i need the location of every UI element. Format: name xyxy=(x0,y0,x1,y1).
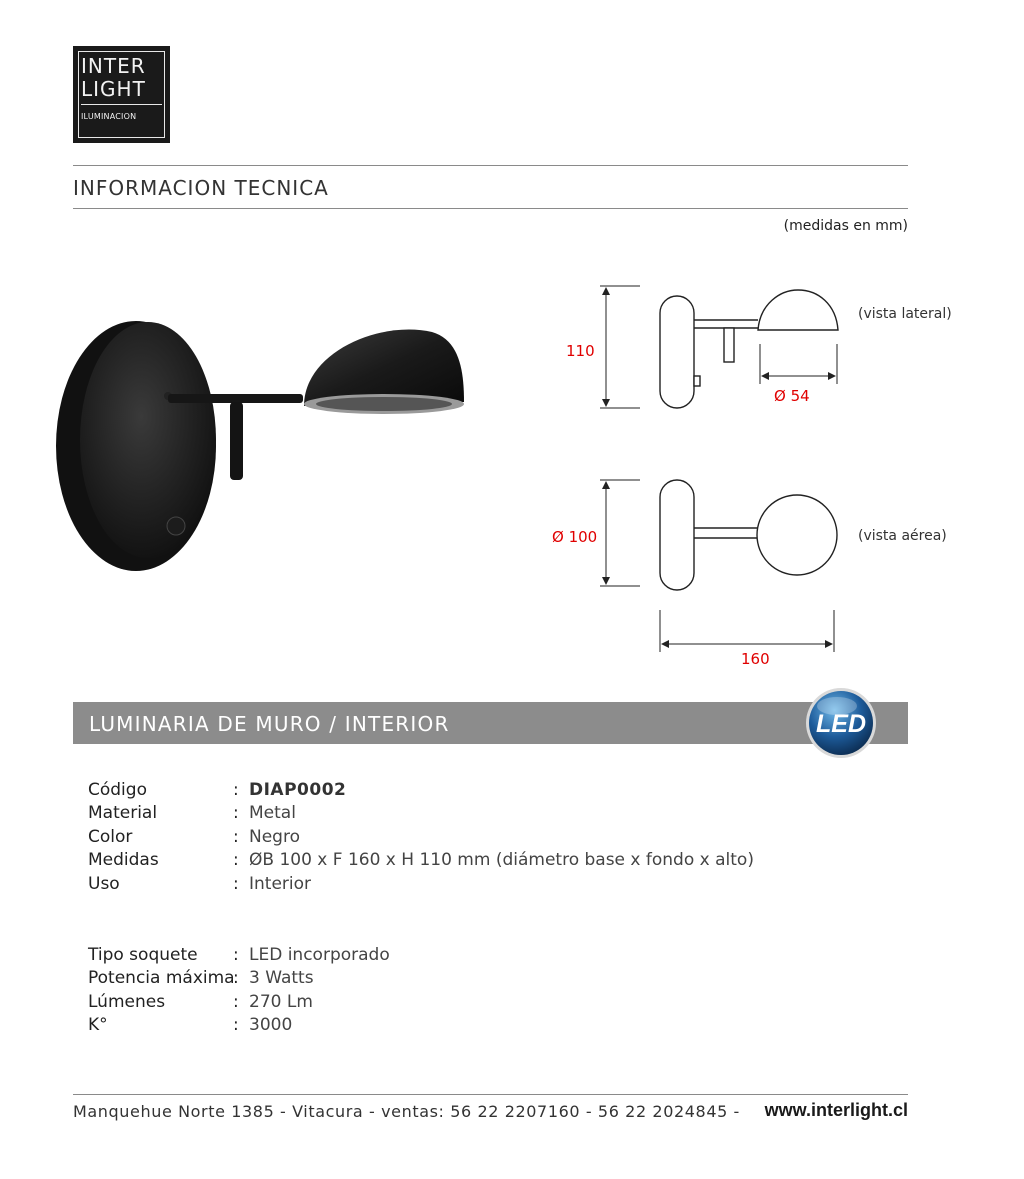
logo-divider xyxy=(81,104,162,105)
product-type-banner xyxy=(73,702,908,744)
top-view-label: (vista aérea) xyxy=(858,528,947,544)
spec-value: DIAP0002 xyxy=(249,780,347,800)
switch-knob xyxy=(167,517,185,535)
spec-label: Medidas xyxy=(88,850,159,870)
spec-label: Color xyxy=(88,827,133,847)
spec-separator: : xyxy=(233,780,239,800)
spec-value: Interior xyxy=(249,874,312,894)
spec-value: 3000 xyxy=(249,1015,293,1035)
spec-value: 270 Lm xyxy=(249,992,313,1012)
spec-value: Negro xyxy=(249,827,300,847)
header-bottom-rule xyxy=(73,208,908,209)
spec-separator: : xyxy=(233,827,239,847)
depth-dimension xyxy=(660,610,834,652)
dim-label-height: 110 xyxy=(566,342,595,360)
dim-label-shade-diameter: Ø 54 xyxy=(774,387,810,405)
spec-separator: : xyxy=(233,1015,239,1035)
spec-separator: : xyxy=(233,968,239,988)
footer-address: Manquehue Norte 1385 - Vitacura - ventas: 56 22 2207160 - 56 22 2024845 - xyxy=(73,1102,740,1121)
lamp-shade xyxy=(304,329,464,414)
spec-value: LED incorporado xyxy=(249,945,390,965)
logo-text-line1: INTER xyxy=(81,54,146,78)
website-link[interactable]: www.interlight.cl xyxy=(764,1100,908,1120)
footer xyxy=(73,1102,908,1121)
spec-value: 3 Watts xyxy=(249,968,314,988)
lamp-handle xyxy=(230,402,243,480)
spec-separator: : xyxy=(233,850,239,870)
spec-value: ØB 100 x F 160 x H 110 mm (diámetro base x fondo x alto) xyxy=(249,850,754,870)
height-dimension xyxy=(600,286,640,408)
header-top-rule xyxy=(73,165,908,166)
logo-text-line3: ILUMINACION xyxy=(81,112,137,121)
top-view-drawing xyxy=(660,480,837,590)
dim-label-base-diameter: Ø 100 xyxy=(552,528,598,546)
spec-separator: : xyxy=(233,874,239,894)
banner-title: LUMINARIA DE MURO / INTERIOR xyxy=(89,712,450,736)
wall-base-disc xyxy=(56,321,216,571)
side-view-label: (vista lateral) xyxy=(858,306,952,322)
base-diameter-dimension xyxy=(600,480,640,586)
led-badge-icon xyxy=(804,686,878,760)
spec-value: Metal xyxy=(249,803,296,823)
spec-label: Material xyxy=(88,803,158,823)
interlight-logo xyxy=(73,46,170,143)
spec-separator: : xyxy=(233,945,239,965)
shade-diameter-dimension xyxy=(760,344,837,384)
section-title: INFORMACION TECNICA xyxy=(73,176,329,200)
spec-label: K° xyxy=(88,1015,108,1035)
technical-drawing xyxy=(540,270,960,680)
spec-separator: : xyxy=(233,992,239,1012)
spec-separator: : xyxy=(233,803,239,823)
spec-label: Tipo soquete xyxy=(88,945,198,965)
lamp-arm xyxy=(168,394,303,403)
spec-label: Código xyxy=(88,780,147,800)
footer-rule xyxy=(73,1094,908,1095)
logo-text-line2: LIGHT xyxy=(81,77,146,101)
side-view-drawing xyxy=(660,290,838,408)
dim-label-depth: 160 xyxy=(741,650,770,668)
product-photo xyxy=(50,318,480,588)
spec-label: Lúmenes xyxy=(88,992,166,1012)
spec-label: Potencia máxima xyxy=(88,968,235,988)
spec-label: Uso xyxy=(88,874,120,894)
led-badge-text: LED xyxy=(816,710,866,738)
units-note: (medidas en mm) xyxy=(783,218,908,234)
